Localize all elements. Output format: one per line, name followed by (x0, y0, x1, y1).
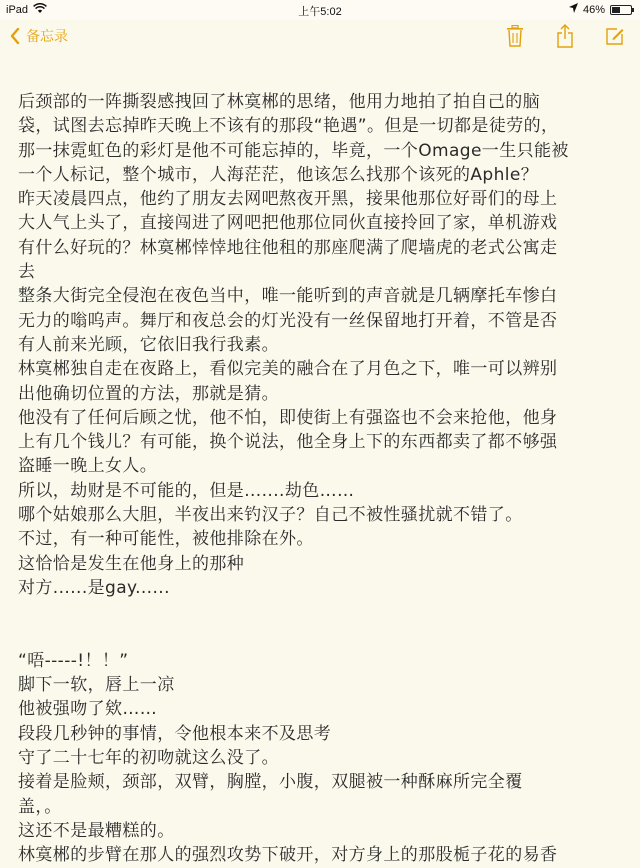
note-body[interactable] (18, 90, 628, 868)
note-line: 林寞郴独自走在夜路上，看似完美的融合在了月色之下，唯一可以辨别 (18, 359, 558, 380)
note-line: 段段几秒钟的事情，令他根本来不及思考 (18, 723, 332, 744)
note-line: 袋，试图去忘掉昨天晚上不该有的那段“艳遇”。但是一切都是徒劳的， (18, 116, 559, 137)
nav-actions (504, 24, 626, 48)
back-button-label: 备忘录 (26, 29, 68, 45)
note-line: 那一抹霓虹色的彩灯是他不可能忘掉的，毕竟，一个Omage一生只能被 (18, 140, 569, 161)
note-line: 盖，。 (18, 796, 62, 817)
status-time: 上午5:02 (298, 6, 342, 18)
note-line: 这还不是最糟糕的。 (18, 820, 175, 841)
note-line (18, 600, 628, 624)
note-line: 不过，有一种可能性，被他排除在外。 (18, 529, 314, 550)
battery-percent: 46% (582, 3, 605, 16)
note-line: 哪个姑娘那么大胆，半夜出来钓汉子？自己不被性骚扰就不错了。 (18, 505, 523, 526)
note-line: 无力的嗡呜声。舞厅和夜总会的灯光没有一丝保留地打开着，不管是否 (18, 310, 558, 331)
note-line: 一个人标记，整个城市，人海茫茫，他该怎么找那个该死的Aphle？ (18, 164, 539, 185)
note-line: 他被强吻了欸…… (18, 699, 158, 720)
note-line: 他没有了任何后顾之忧，他不怕，即使街上有强盗也不会来抢他，他身 (18, 407, 558, 428)
note-line: 脚下一软，唇上一凉 (18, 675, 175, 696)
note-line: 接着是脸颊，颈部，双臂，胸膛，小腹，双腿被一种酥麻所完全覆 (18, 772, 523, 793)
note-line: 林寞郴的步臂在那人的强烈攻势下破开，对方身上的那股栀子花的易香 (18, 845, 558, 866)
share-icon[interactable] (554, 24, 576, 48)
note-line: 有什么好玩的？林寞郴悻悻地往他租的那座爬满了爬墙虎的老式公寓走 (18, 237, 558, 258)
note-line: 上有几个钱儿？有可能，换个说法，他全身上下的东西都卖了都不够强 (18, 432, 558, 453)
battery-icon (610, 5, 632, 15)
back-button[interactable] (10, 26, 68, 46)
note-line: 大人气上头了，直接闯进了网吧把他那位同伙直接拎回了家，单机游戏 (18, 213, 558, 234)
note-line: 盗睡一晚上女人。 (18, 456, 158, 477)
trash-icon[interactable] (504, 24, 526, 48)
chevron-left-icon (10, 28, 20, 44)
status-bar (0, 0, 640, 20)
note-line: 有人前来光顾，它依旧我行我素。 (18, 334, 279, 355)
status-bar-right (569, 3, 632, 16)
note-line: 出他确切位置的方法，那就是猜。 (18, 383, 279, 404)
nav-bar (0, 20, 640, 60)
note-line: 这恰恰是发生在他身上的那种 (18, 553, 245, 574)
note-line: 后颈部的一阵撕裂感拽回了林寞郴的思绪，他用力地拍了拍自己的脑 (18, 92, 540, 112)
note-line: 守了二十七年的初吻就这么没了。 (18, 748, 279, 769)
note-line: 去 (18, 262, 36, 283)
note-line (18, 625, 628, 649)
note-line: 昨天凌晨四点，他约了朋友去网吧熬夜开黑，接果他那位好哥们的母上 (18, 189, 558, 210)
compose-icon[interactable] (604, 24, 626, 48)
battery-level (612, 7, 620, 13)
device-name: iPad (6, 4, 29, 16)
location-icon (569, 3, 578, 16)
note-line: 所以，劫财是不可能的，但是.......劫色…… (18, 480, 355, 501)
note-line: “唔-----!！！” (18, 650, 129, 671)
note-line: 对方......是gay...... (18, 577, 170, 598)
note-line: 整条大街完全侵泡在夜色当中，唯一能听到的声音就是几辆摩托车惨白 (18, 286, 558, 307)
